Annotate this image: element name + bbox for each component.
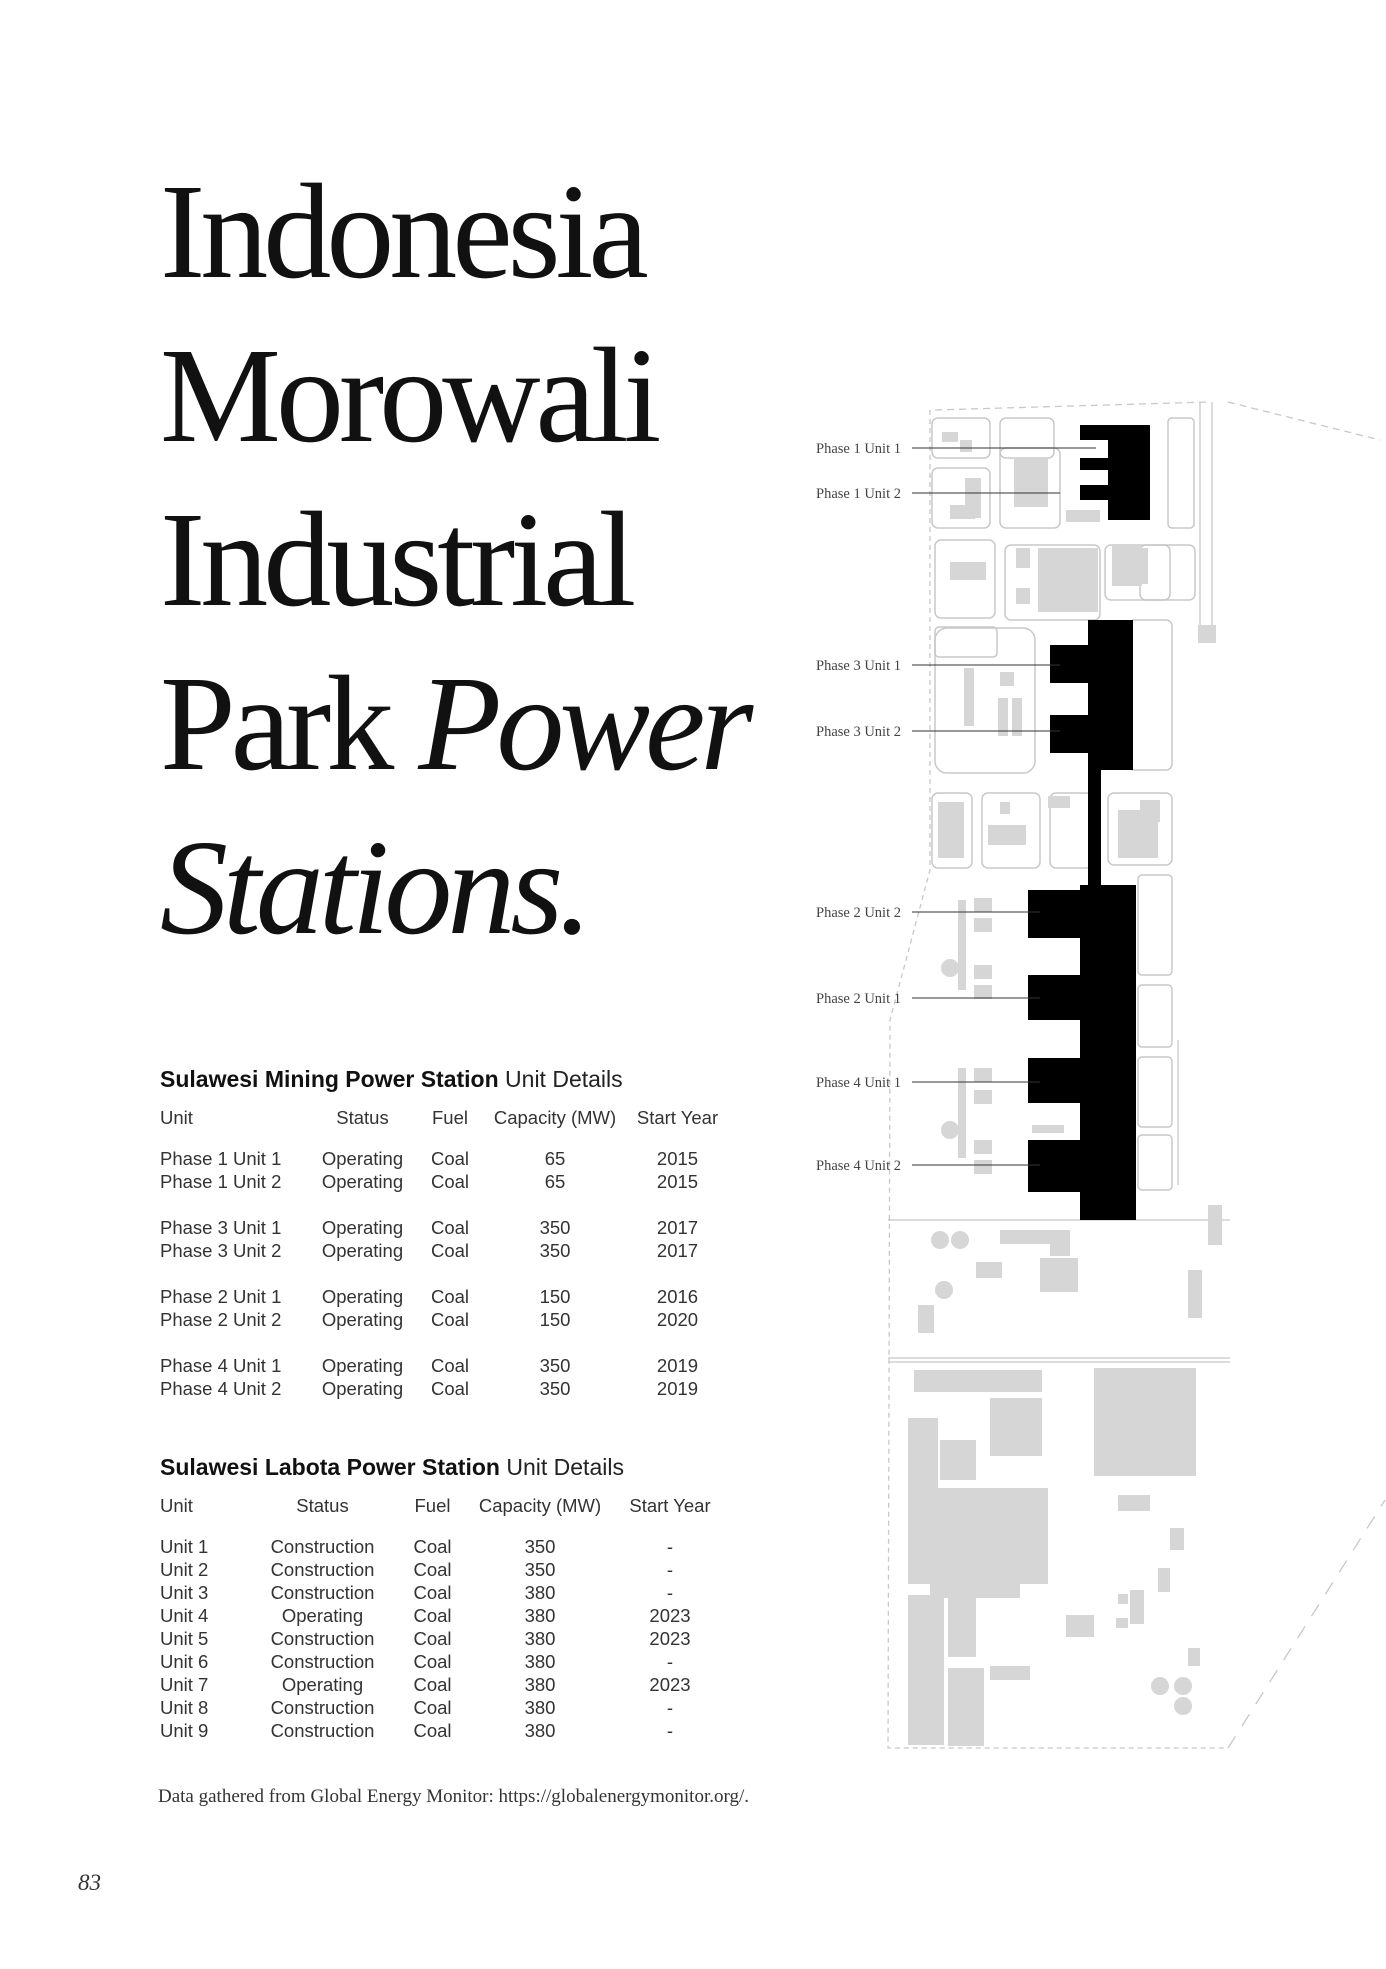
cell-capacity: 350: [539, 1239, 571, 1261]
cell-status: Operating: [281, 1673, 364, 1695]
header-status: Status: [296, 1495, 349, 1516]
cell-unit: Unit 2: [160, 1558, 209, 1580]
cell-capacity: 150: [539, 1285, 571, 1307]
title-line-5-italic: Stations.: [160, 813, 588, 963]
cell-capacity: 350: [539, 1377, 571, 1399]
cell-fuel: Coal: [413, 1558, 452, 1580]
cell-fuel: Coal: [430, 1147, 470, 1169]
cell-unit: Phase 3 Unit 2: [160, 1239, 282, 1261]
cell-fuel: Coal: [430, 1285, 470, 1307]
title-line-2: Morowali: [160, 321, 657, 471]
cell-unit: Unit 8: [160, 1696, 209, 1718]
header-capacity: Capacity (MW): [493, 1107, 617, 1128]
cell-unit: Unit 9: [160, 1719, 209, 1741]
cell-status: Construction: [270, 1650, 375, 1672]
cell-capacity: 380: [524, 1650, 556, 1672]
cell-unit: Phase 2 Unit 1: [160, 1285, 282, 1307]
cell-fuel: Coal: [413, 1719, 452, 1741]
cell-fuel: Coal: [430, 1308, 470, 1330]
labota-table-title-rest: Unit Details: [506, 1454, 624, 1480]
labota-table-title-bold: Sulawesi Labota Power Station: [160, 1454, 500, 1480]
cell-start-year: 2019: [656, 1377, 699, 1399]
cell-unit: Phase 3 Unit 1: [160, 1216, 282, 1238]
cell-unit: Phase 4 Unit 1: [160, 1354, 282, 1376]
title-line-4-plain: Park: [160, 649, 390, 799]
cell-capacity: 350: [524, 1558, 556, 1580]
cell-start-year: 2019: [656, 1354, 699, 1376]
cell-capacity: 350: [539, 1216, 571, 1238]
cell-capacity: 380: [524, 1673, 556, 1695]
cell-capacity: 380: [524, 1627, 556, 1649]
cell-capacity: 350: [524, 1535, 556, 1557]
cell-start-year: -: [666, 1581, 674, 1603]
cell-capacity: 65: [544, 1170, 566, 1192]
cell-unit: Phase 1 Unit 1: [160, 1147, 282, 1169]
label-phase-4-unit-2: Phase 4 Unit 2: [816, 1158, 901, 1174]
cell-fuel: Coal: [430, 1354, 470, 1376]
cell-status: Construction: [270, 1696, 375, 1718]
cell-fuel: Coal: [430, 1216, 470, 1238]
title-line-1: Indonesia: [160, 157, 644, 307]
cell-status: Operating: [321, 1308, 404, 1330]
cell-start-year: 2016: [656, 1285, 699, 1307]
label-phase-1-unit-1: Phase 1 Unit 1: [816, 441, 901, 457]
header-fuel: Fuel: [414, 1495, 451, 1516]
cell-unit: Phase 2 Unit 2: [160, 1308, 282, 1330]
cell-fuel: Coal: [430, 1239, 470, 1261]
cell-fuel: Coal: [413, 1604, 452, 1626]
cell-status: Operating: [321, 1170, 404, 1192]
cell-start-year: -: [666, 1650, 674, 1672]
cell-status: Operating: [321, 1147, 404, 1169]
cell-capacity: 350: [539, 1354, 571, 1376]
header-unit: Unit: [160, 1495, 193, 1516]
header-start-year: Start Year: [629, 1495, 711, 1516]
cell-unit: Unit 1: [160, 1535, 209, 1557]
header-capacity: Capacity (MW): [478, 1495, 602, 1516]
cell-start-year: -: [666, 1558, 674, 1580]
label-phase-2-unit-1: Phase 2 Unit 1: [816, 991, 901, 1007]
cell-fuel: Coal: [430, 1170, 470, 1192]
cell-status: Construction: [270, 1535, 375, 1557]
cell-status: Construction: [270, 1719, 375, 1741]
cell-start-year: 2015: [656, 1147, 699, 1169]
cell-unit: Phase 4 Unit 2: [160, 1377, 282, 1399]
label-phase-2-unit-2: Phase 2 Unit 2: [816, 905, 901, 921]
label-phase-4-unit-1: Phase 4 Unit 1: [816, 1075, 901, 1091]
cell-start-year: 2023: [649, 1627, 691, 1649]
cell-start-year: -: [666, 1535, 674, 1557]
cell-status: Operating: [321, 1239, 404, 1261]
mining-table-title-rest: Unit Details: [505, 1066, 623, 1092]
title-line-3: Industrial: [160, 485, 632, 635]
cell-unit: Unit 4: [160, 1604, 209, 1626]
cell-status: Construction: [270, 1558, 375, 1580]
cell-start-year: -: [666, 1696, 674, 1718]
cell-start-year: -: [666, 1719, 674, 1741]
label-phase-3-unit-2: Phase 3 Unit 2: [816, 724, 901, 740]
cell-unit: Phase 1 Unit 2: [160, 1170, 282, 1192]
cell-status: Operating: [321, 1354, 404, 1376]
cell-start-year: 2020: [656, 1308, 699, 1330]
cell-unit: Unit 7: [160, 1673, 209, 1695]
cell-unit: Unit 6: [160, 1650, 209, 1672]
cell-status: Construction: [270, 1581, 375, 1603]
header-start-year: Start Year: [636, 1107, 719, 1128]
cell-capacity: 380: [524, 1719, 556, 1741]
mining-table-title-bold: Sulawesi Mining Power Station: [160, 1066, 499, 1092]
map-labels: [816, 441, 901, 1174]
cell-status: Operating: [321, 1285, 404, 1307]
cell-fuel: Coal: [430, 1377, 470, 1399]
header-unit: Unit: [160, 1107, 193, 1128]
header-status: Status: [336, 1107, 389, 1128]
title-line-4-italic: Power: [418, 649, 749, 799]
cell-fuel: Coal: [413, 1650, 452, 1672]
cell-unit: Unit 3: [160, 1581, 209, 1603]
cell-start-year: 2023: [649, 1673, 691, 1695]
label-phase-3-unit-1: Phase 3 Unit 1: [816, 658, 901, 674]
cell-fuel: Coal: [413, 1535, 452, 1557]
cell-fuel: Coal: [413, 1627, 452, 1649]
cell-capacity: 380: [524, 1581, 556, 1603]
cell-start-year: 2023: [649, 1604, 691, 1626]
cell-fuel: Coal: [413, 1673, 452, 1695]
cell-status: Operating: [281, 1604, 364, 1626]
cell-start-year: 2017: [656, 1239, 699, 1261]
cell-capacity: 380: [524, 1696, 556, 1718]
cell-capacity: 65: [544, 1147, 566, 1169]
cell-status: Operating: [321, 1377, 404, 1399]
cell-fuel: Coal: [413, 1581, 452, 1603]
cell-unit: Unit 5: [160, 1627, 209, 1649]
cell-capacity: 150: [539, 1308, 571, 1330]
cell-capacity: 380: [524, 1604, 556, 1626]
header-fuel: Fuel: [432, 1107, 468, 1128]
cell-fuel: Coal: [413, 1696, 452, 1718]
cell-start-year: 2017: [656, 1216, 699, 1238]
cell-status: Construction: [270, 1627, 375, 1649]
cell-status: Operating: [321, 1216, 404, 1238]
source-note: Data gathered from Global Energy Monitor: https://globalenergymonitor.org/.: [158, 1786, 750, 1807]
cell-start-year: 2015: [656, 1170, 699, 1192]
label-phase-1-unit-2: Phase 1 Unit 2: [816, 486, 901, 502]
page-number: 83: [78, 1870, 101, 1895]
